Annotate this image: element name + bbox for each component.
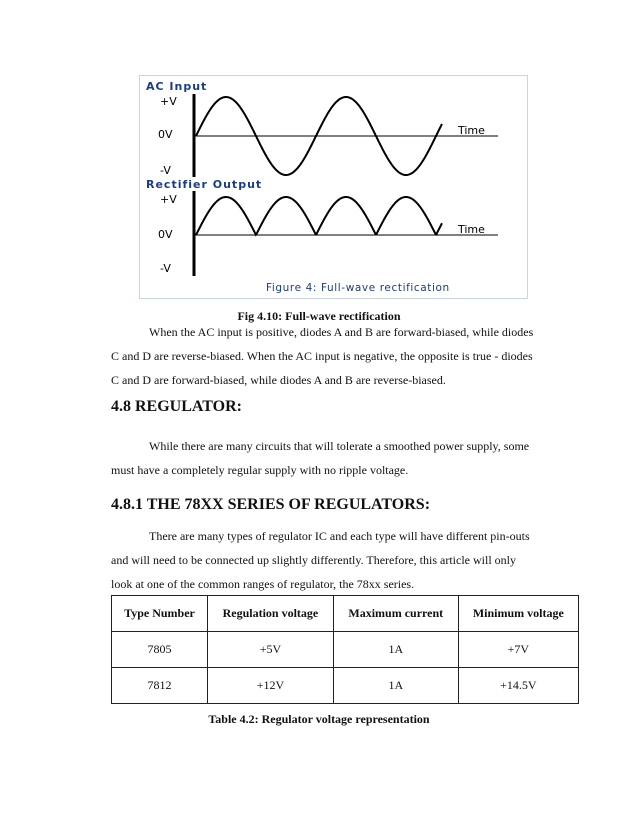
heading-regulator: 4.8 REGULATOR: xyxy=(111,398,242,415)
paragraph-line: C and D are reverse-biased. When the AC input is negative, the opposite is true - diodes xyxy=(111,349,533,363)
rectifier-output-label: Rectifier Output xyxy=(146,178,263,191)
paragraph-78xx xyxy=(111,524,549,596)
ac-time-label: Time xyxy=(458,124,485,137)
paragraph-line: and will need to be connected up slightly differently. Therefore, this article will only xyxy=(111,553,516,567)
table-cell: +7V xyxy=(458,632,578,668)
paragraph-line: look at one of the common ranges of regulator, the 78xx series. xyxy=(111,577,415,591)
table-cell: 7805 xyxy=(112,632,208,668)
rectification-figure xyxy=(139,75,528,299)
table-cell: 1A xyxy=(333,668,458,704)
rect-zero-v-label: 0V xyxy=(158,228,173,241)
rect-time-label: Time xyxy=(458,223,485,236)
paragraph-line: While there are many circuits that will tolerate a smoothed power supply, some xyxy=(149,439,530,453)
ac-input-label: AC Input xyxy=(146,80,208,93)
rect-minus-v-label: -V xyxy=(160,262,171,275)
rectified-wave xyxy=(196,197,442,235)
table-header-row xyxy=(112,596,579,632)
figure-caption: Fig 4.10: Full-wave rectification xyxy=(237,309,401,323)
paragraph-line: C and D are forward-biased, while diodes A and B are reverse-biased. xyxy=(111,373,446,387)
regulator-table xyxy=(111,595,579,704)
paragraph-diodes xyxy=(111,320,549,392)
ac-plus-v-label: +V xyxy=(160,95,177,108)
table-header-cell: Regulation voltage xyxy=(207,596,333,632)
paragraph-line: When the AC input is positive, diodes A and B are forward-biased, while diodes xyxy=(149,325,534,339)
paragraph-line: must have a completely regular supply with no ripple voltage. xyxy=(111,463,409,477)
table-row xyxy=(112,668,579,704)
table-cell: +12V xyxy=(207,668,333,704)
rect-plus-v-label: +V xyxy=(160,193,177,206)
paragraph-regulator xyxy=(111,434,549,482)
table-caption: Table 4.2: Regulator voltage representation xyxy=(208,712,430,726)
table-cell: 1A xyxy=(333,632,458,668)
rectification-diagram xyxy=(140,76,527,298)
table-cell: 7812 xyxy=(112,668,208,704)
heading-78xx-series: 4.8.1 THE 78XX SERIES OF REGULATORS: xyxy=(111,496,431,513)
figure-inner-caption: Figure 4: Full-wave rectification xyxy=(266,282,450,294)
table-header-cell: Minimum voltage xyxy=(458,596,578,632)
paragraph-line: There are many types of regulator IC and each type will have different pin-outs xyxy=(149,529,530,543)
table-header-cell: Type Number xyxy=(112,596,208,632)
table-cell: +14.5V xyxy=(458,668,578,704)
table-row xyxy=(112,632,579,668)
table-cell: +5V xyxy=(207,632,333,668)
ac-minus-v-label: -V xyxy=(160,164,171,177)
table-header-cell: Maximum current xyxy=(333,596,458,632)
ac-zero-v-label: 0V xyxy=(158,128,173,141)
